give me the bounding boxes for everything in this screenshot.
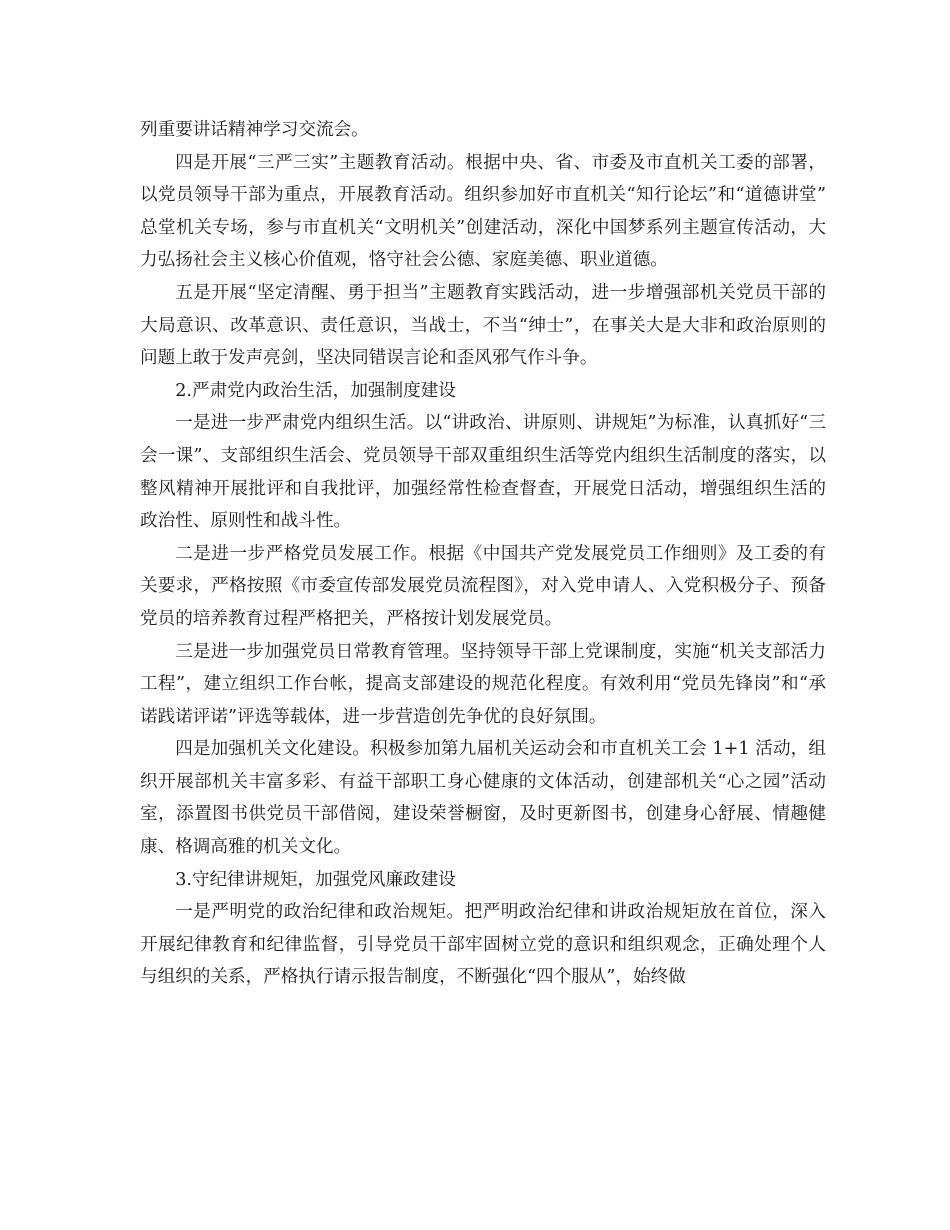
paragraph: 三是进一步加强党员日常教育管理。坚持领导干部上党课制度，实施“机关支部活力工程”，建立组织工作台帐，提高支部建设的规范化程度。有效利用“党员先锋岗”和“承诺践诺评诺”评选等载体，进一步营造创先争优的良好氛围。 <box>140 641 826 727</box>
paragraph: 一是进一步严肃党内组织生活。以“讲政治、讲原则、讲规矩”为标准，认真抓好“三会一课”、支部组织生活会、党员领导干部双重组织生活等党内组织生活制度的落实，以整风精神开展批评和自我批评，加强经常性检查督查，开展党日活动，增强组织生活的政治性、原则性和战斗性。 <box>140 413 826 532</box>
paragraph: 列重要讲话精神学习交流会。 <box>140 120 369 140</box>
paragraph: 二是进一步严格党员发展工作。根据《中国共产党发展党员工作细则》及工委的有关要求，严格按照《市委宣传部发展党员流程图》，对入党申请人、入党积极分子、预备党员的培养教育过程严格把关，严格按计划发展党员。 <box>140 543 826 629</box>
paragraph: 四是开展“三严三实”主题教育活动。根据中央、省、市委及市直机关工委的部署，以党员领导干部为重点，开展教育活动。组织参加好市直机关“知行论坛”和“道德讲堂”总堂机关专场，参与市直机关“文明机关”创建活动，深化中国梦系列主题宣传活动，大力弘扬社会主义核心价值观，恪守社会公德、家庭美德、职业道德。 <box>140 152 826 271</box>
paragraph: 一是严明党的政治纪律和政治规矩。把严明政治纪律和讲政治规矩放在首位，深入开展纪律教育和纪律监督，引导党员干部牢固树立党的意识和组织观念，正确处理个人与组织的关系，严格执行请示报告制度，不断强化“四个服从”，始终做 <box>140 902 826 988</box>
section-heading: 3.守纪律讲规矩，加强党风廉政建设 <box>175 869 456 890</box>
section-heading: 2.严肃党内政治生活，加强制度建设 <box>175 380 456 401</box>
document-body <box>140 114 826 994</box>
paragraph: 五是开展“坚定清醒、勇于担当”主题教育实践活动，进一步增强部机关党员干部的大局意识、改革意识、责任意识，当战士，不当“绅士”，在事关大是大非和政治原则的问题上敢于发声亮剑，坚决同错误言论和歪风邪气作斗争。 <box>140 282 826 369</box>
paragraph: 四是加强机关文化建设。积极参加第九届机关运动会和市直机关工会 1+1 活动，组织开展部机关丰富多彩、有益干部职工身心健康的文体活动，创建部机关“心之园”活动室，添置图书供党员干部借阅，建设荣誉橱窗，及时更新图书，创建身心舒展、情趣健康、格调高雅的机关文化。 <box>140 739 826 858</box>
